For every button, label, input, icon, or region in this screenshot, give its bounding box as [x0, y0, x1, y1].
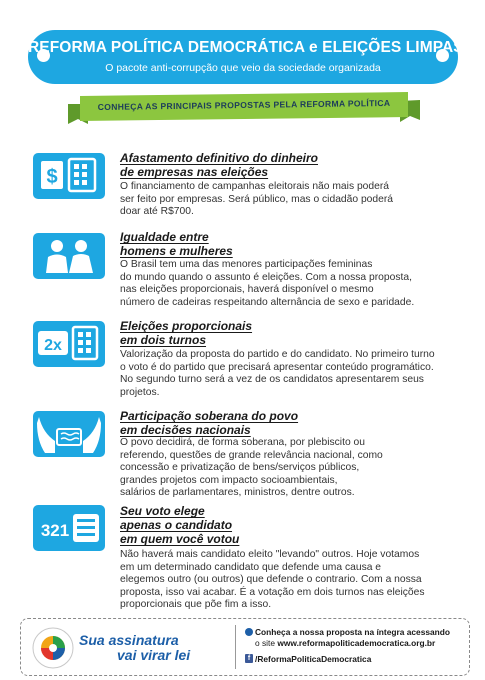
page-title: REFORMA POLÍTICA DEMOCRÁTICA e ELEIÇÕES LIMPAS	[28, 39, 464, 56]
item-title: Seu voto elege apenas o candidato em quem você votou	[120, 504, 240, 546]
item-description: O povo decidirá, de forma soberana, por plebiscito ou referendo, questões de grande relevância nacional, como concessão e privatização de bens/serviços públicos, grandes projetos com impacto socioambientais, salários de parlamentares, ministros, dentre outros.	[120, 437, 383, 498]
item-title: Eleições proporcionais em dois turnos	[120, 319, 253, 347]
facebook-link[interactable]	[245, 654, 371, 664]
item-title: Igualdade entre homens e mulheres	[120, 230, 233, 258]
item-title: Participação soberana do povo em decisões nacionais	[120, 409, 299, 437]
ribbon-label: CONHEÇA AS PRINCIPAIS PROPOSTAS PELA REFORMA POLÍTICA	[97, 97, 391, 113]
hands-ballot-icon	[33, 411, 105, 457]
info-prefix: o site	[255, 637, 278, 648]
proposals-ribbon	[66, 88, 422, 126]
facebook-handle: /ReformaPoliticaDemocratica	[255, 654, 372, 664]
globe-icon	[245, 628, 253, 636]
item-title: Afastamento definitivo do dinheiro de empresas nas eleições	[120, 151, 319, 179]
page-subtitle: O pacote anti-corrupção que veio da sociedade organizada	[105, 62, 381, 74]
svg-text:$: $	[46, 166, 58, 188]
man-woman-icon	[33, 233, 105, 279]
footer-info	[245, 627, 450, 648]
footer-divider	[235, 625, 236, 669]
svg-text:2x: 2x	[44, 337, 62, 354]
footer-box	[20, 618, 470, 676]
svg-text:321: 321	[40, 521, 70, 540]
countdown-vote-icon	[33, 505, 105, 551]
header-banner	[28, 30, 464, 84]
info-text: Conheça a nossa proposta na íntegra acessando	[255, 627, 451, 637]
facebook-icon: f	[245, 654, 253, 663]
slogan: Sua assinatura vai virar lei	[79, 632, 191, 663]
ballot-money-icon	[33, 153, 105, 199]
item-description: Não haverá mais candidato eleito "levando" outros. Hoje votamos em um determinado candidato que defende uma causa e elegemos outro (ou outros) que defende o contrario. Com a nossa proposta, isso vai acabar. É a votação em dois turnos nas eleições proporcionais que põe fim a isso.	[120, 549, 425, 610]
item-description: O Brasil tem uma das menores participações femininas do mundo quando o assunto é eleições. Com a nossa proposta, nas eleições proporcionais, haverá disponível o mesmo número de cadeiras respeitando alternância de sexo e paridade.	[120, 259, 415, 308]
two-rounds-ballot-icon	[33, 321, 105, 367]
item-description: Valorização da proposta do partido e do candidato. No primeiro turno o voto é do partido que precisará apresentar conteúdo programático. No segundo turno será a vez de os candidatos apresentarem seus projetos.	[120, 349, 435, 398]
item-description: O financiamento de campanhas eleitorais não mais poderá ser feito por empresas. Será público, mas o cidadão poderá doar até R$700.	[120, 181, 394, 217]
campaign-logo-icon	[31, 626, 75, 670]
website-link[interactable]: www.reformapoliticademocratica.org.br	[277, 637, 436, 648]
